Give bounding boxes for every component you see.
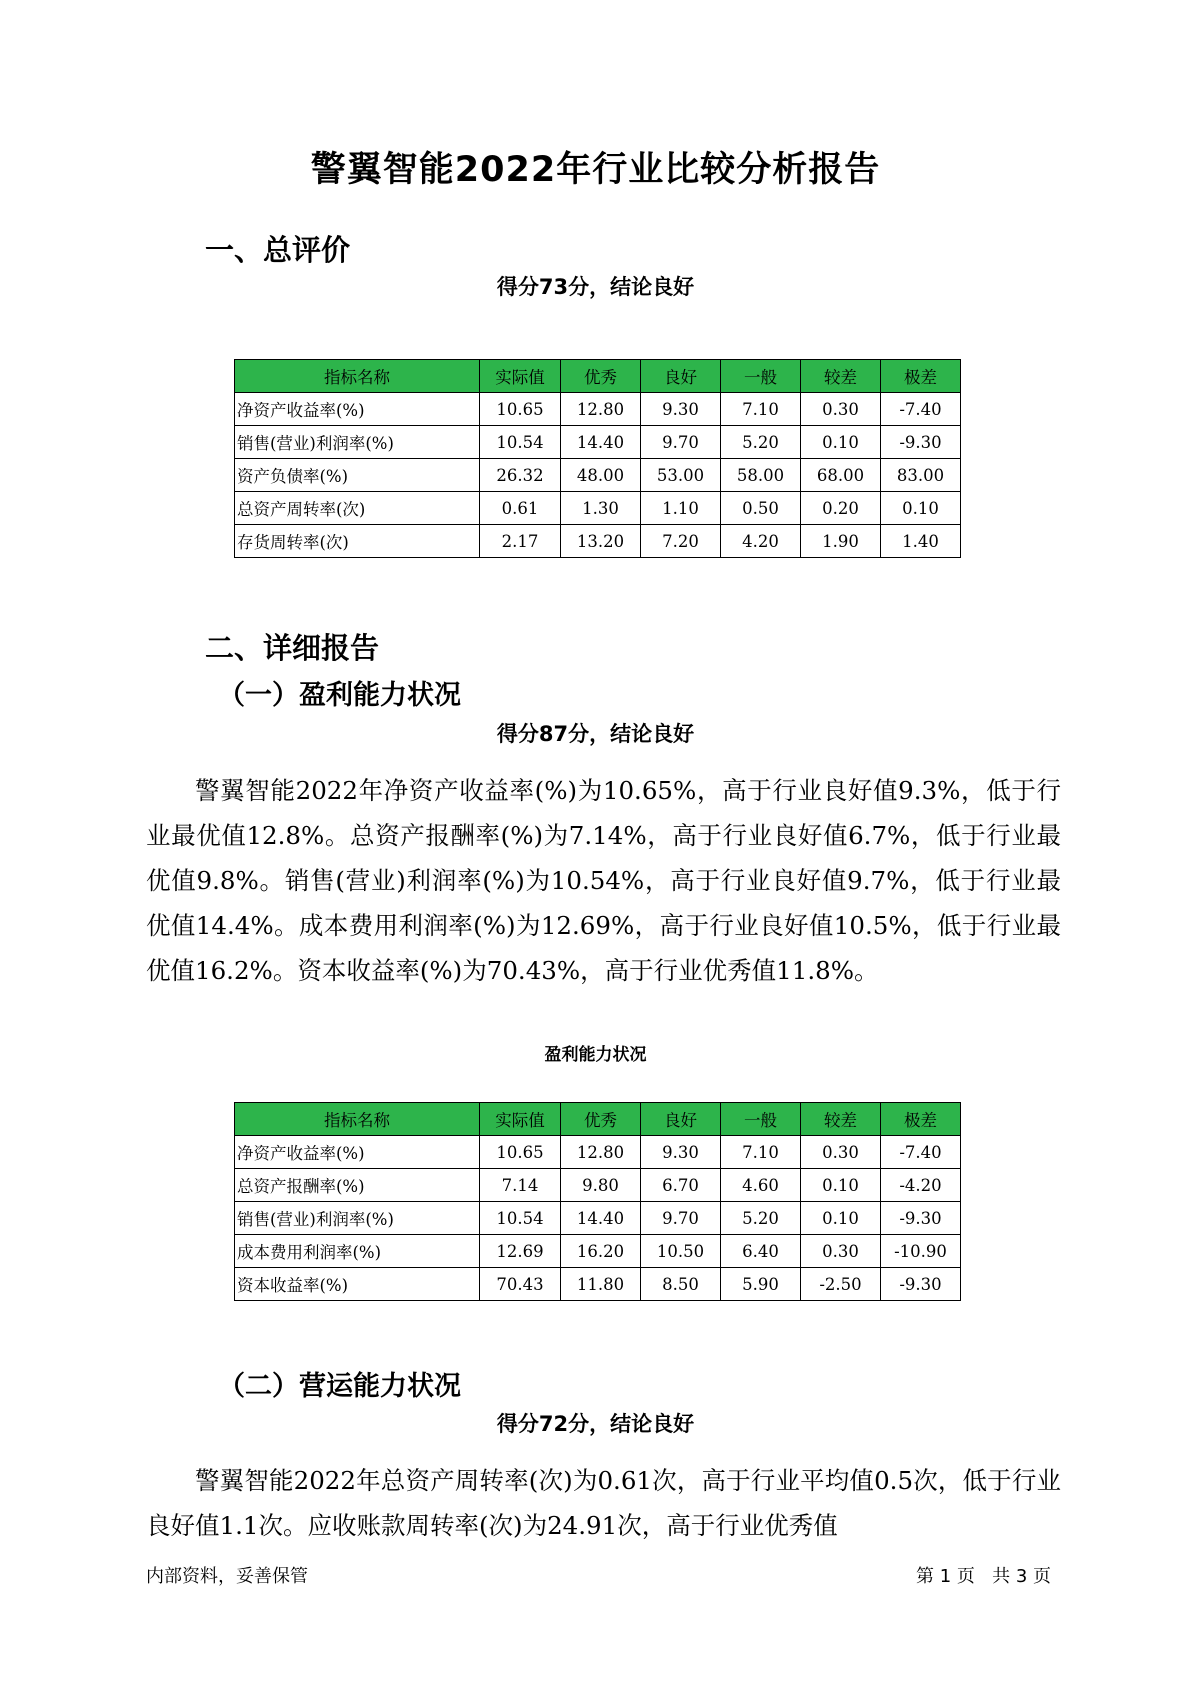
indicator-name-cell: 成本费用利润率(%): [235, 1235, 480, 1268]
value-cell: 10.65: [480, 1136, 561, 1169]
value-cell: 5.20: [721, 426, 801, 459]
value-cell: 8.50: [641, 1268, 721, 1301]
section-heading-overall: 一、总评价: [205, 233, 351, 267]
table-header-row: [235, 360, 961, 393]
indicator-name-cell: 净资产收益率(%): [235, 1136, 480, 1169]
table-row: [235, 1268, 961, 1301]
column-header: 良好: [641, 360, 721, 393]
table-row: [235, 393, 961, 426]
value-cell: 0.61: [480, 492, 561, 525]
table-row: [235, 426, 961, 459]
value-cell: 1.30: [561, 492, 641, 525]
value-cell: 9.70: [641, 426, 721, 459]
indicator-name-cell: 总资产报酬率(%): [235, 1169, 480, 1202]
value-cell: 12.69: [480, 1235, 561, 1268]
value-cell: 1.90: [801, 525, 881, 558]
table-row: [235, 1202, 961, 1235]
value-cell: 9.30: [641, 1136, 721, 1169]
column-header: 较差: [801, 360, 881, 393]
footer-page-number: 第 1 页 共 3 页: [916, 1566, 1051, 1587]
value-cell: 70.43: [480, 1268, 561, 1301]
column-header: 良好: [641, 1103, 721, 1136]
value-cell: 0.30: [801, 1136, 881, 1169]
table-row: [235, 1235, 961, 1268]
column-header: 较差: [801, 1103, 881, 1136]
profitability-score: 得分87分，结论良好: [496, 722, 695, 746]
value-cell: 11.80: [561, 1268, 641, 1301]
column-header: 极差: [881, 1103, 961, 1136]
operation-score: 得分72分，结论良好: [496, 1412, 695, 1436]
value-cell: 53.00: [641, 459, 721, 492]
value-cell: 14.40: [561, 1202, 641, 1235]
value-cell: 5.90: [721, 1268, 801, 1301]
value-cell: 9.70: [641, 1202, 721, 1235]
column-header: 一般: [721, 1103, 801, 1136]
column-header: 一般: [721, 360, 801, 393]
value-cell: 4.60: [721, 1169, 801, 1202]
table-body: [235, 1136, 961, 1301]
profitability-table-caption: 盈利能力状况: [544, 1045, 647, 1065]
profitability-indicator-table: [234, 1102, 961, 1301]
value-cell: 10.50: [641, 1235, 721, 1268]
column-header: 优秀: [561, 1103, 641, 1136]
value-cell: 58.00: [721, 459, 801, 492]
column-header: 极差: [881, 360, 961, 393]
value-cell: 7.14: [480, 1169, 561, 1202]
value-cell: -2.50: [801, 1268, 881, 1301]
column-header: 指标名称: [235, 1103, 480, 1136]
value-cell: 9.30: [641, 393, 721, 426]
indicator-name-cell: 存货周转率(次): [235, 525, 480, 558]
value-cell: 12.80: [561, 393, 641, 426]
value-cell: 4.20: [721, 525, 801, 558]
indicator-name-cell: 资本收益率(%): [235, 1268, 480, 1301]
value-cell: 6.70: [641, 1169, 721, 1202]
value-cell: 10.54: [480, 426, 561, 459]
column-header: 优秀: [561, 360, 641, 393]
value-cell: -7.40: [881, 1136, 961, 1169]
table-row: [235, 459, 961, 492]
table-header: [235, 360, 961, 393]
value-cell: -10.90: [881, 1235, 961, 1268]
value-cell: 13.20: [561, 525, 641, 558]
value-cell: 6.40: [721, 1235, 801, 1268]
value-cell: 7.10: [721, 1136, 801, 1169]
value-cell: 14.40: [561, 426, 641, 459]
value-cell: 0.50: [721, 492, 801, 525]
value-cell: 2.17: [480, 525, 561, 558]
value-cell: 1.40: [881, 525, 961, 558]
value-cell: 48.00: [561, 459, 641, 492]
operation-paragraph: 警翼智能2022年总资产周转率(次)为0.61次，高于行业平均值0.5次，低于行业良好值1.1次。应收账款周转率(次)为24.91次，高于行业优秀值: [146, 1466, 1061, 1540]
indicator-name-cell: 净资产收益率(%): [235, 393, 480, 426]
value-cell: 0.20: [801, 492, 881, 525]
subsection-heading-profitability: （一）盈利能力状况: [218, 680, 461, 711]
value-cell: 10.65: [480, 393, 561, 426]
value-cell: 10.54: [480, 1202, 561, 1235]
value-cell: -9.30: [881, 1202, 961, 1235]
value-cell: 12.80: [561, 1136, 641, 1169]
indicator-name-cell: 销售(营业)利润率(%): [235, 426, 480, 459]
column-header: 实际值: [480, 1103, 561, 1136]
value-cell: 16.20: [561, 1235, 641, 1268]
value-cell: 0.30: [801, 1235, 881, 1268]
table-header: [235, 1103, 961, 1136]
overall-score: 得分73分，结论良好: [496, 275, 695, 299]
table-row: [235, 492, 961, 525]
value-cell: -4.20: [881, 1169, 961, 1202]
value-cell: 0.10: [801, 426, 881, 459]
value-cell: -9.30: [881, 1268, 961, 1301]
value-cell: -9.30: [881, 426, 961, 459]
footer-confidential-note: 内部资料，妥善保管: [146, 1566, 308, 1587]
column-header: 实际值: [480, 360, 561, 393]
overall-indicator-table: [234, 359, 961, 558]
indicator-name-cell: 资产负债率(%): [235, 459, 480, 492]
value-cell: 68.00: [801, 459, 881, 492]
value-cell: 83.00: [881, 459, 961, 492]
value-cell: 0.10: [881, 492, 961, 525]
table-header-row: [235, 1103, 961, 1136]
table-row: [235, 1169, 961, 1202]
table-row: [235, 525, 961, 558]
table-body: [235, 393, 961, 558]
value-cell: 26.32: [480, 459, 561, 492]
value-cell: 7.10: [721, 393, 801, 426]
value-cell: 5.20: [721, 1202, 801, 1235]
value-cell: 0.10: [801, 1202, 881, 1235]
value-cell: 0.10: [801, 1169, 881, 1202]
value-cell: 7.20: [641, 525, 721, 558]
value-cell: 0.30: [801, 393, 881, 426]
profitability-paragraph: 警翼智能2022年净资产收益率(%)为10.65%，高于行业良好值9.3%，低于行业最优值12.8%。总资产报酬率(%)为7.14%，高于行业良好值6.7%，低于行业最优值9.8%。销售(营业)利润率(%)为10.54%，高于行业良好值9.7%，低于行业最优值14.4%。成本费用利润率(%)为12.69%，高于行业良好值10.5%，低于行业最优值16.2%。资本收益率(%)为70.43%，高于行业优秀值11.8%。: [146, 776, 1061, 985]
indicator-name-cell: 销售(营业)利润率(%): [235, 1202, 480, 1235]
indicator-name-cell: 总资产周转率(次): [235, 492, 480, 525]
value-cell: 9.80: [561, 1169, 641, 1202]
column-header: 指标名称: [235, 360, 480, 393]
table-row: [235, 1136, 961, 1169]
subsection-heading-operation: （二）营运能力状况: [218, 1371, 461, 1402]
page-title: 警翼智能2022年行业比较分析报告: [310, 150, 881, 190]
value-cell: -7.40: [881, 393, 961, 426]
value-cell: 1.10: [641, 492, 721, 525]
section-heading-detail: 二、详细报告: [205, 631, 380, 665]
